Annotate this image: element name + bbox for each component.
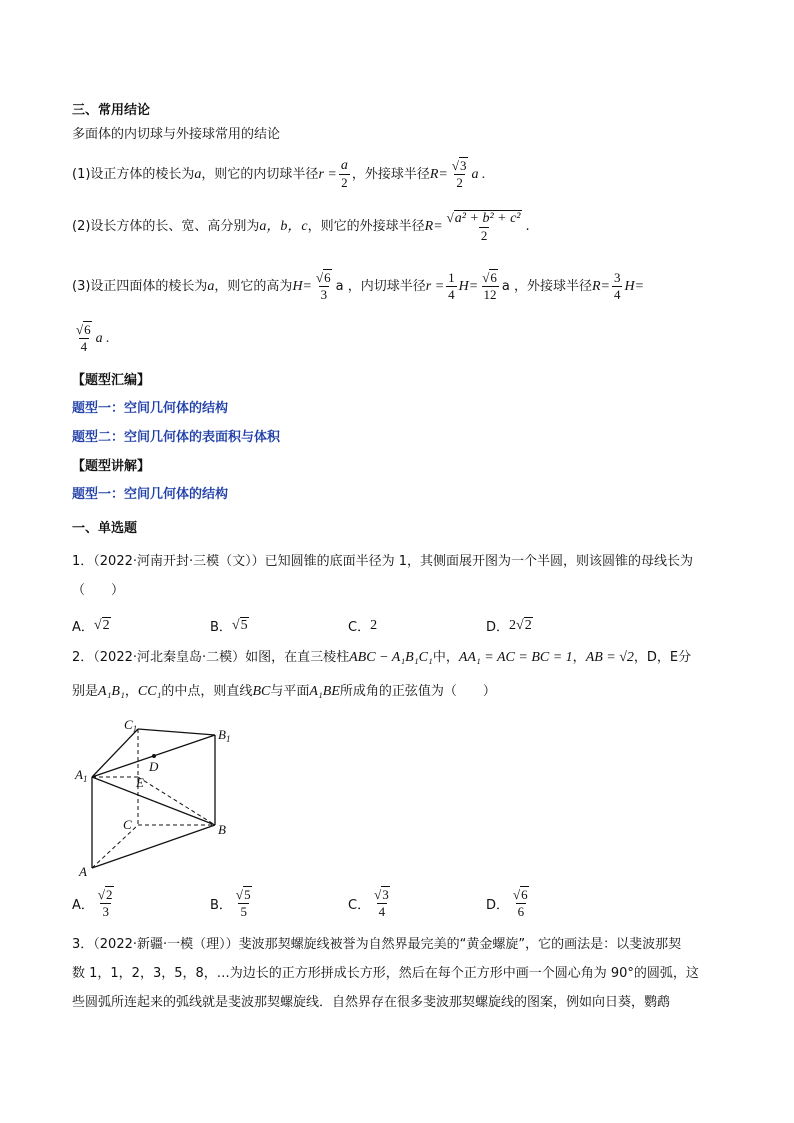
c1-R-eq: R= xyxy=(429,166,448,182)
q2-opt-c-num: 3 xyxy=(382,887,389,902)
q2-l1c: ，D，E分 xyxy=(633,650,692,665)
label-e: E xyxy=(136,775,144,790)
conclusion-1 xyxy=(72,158,486,191)
q2-opt-a-num: 2 xyxy=(106,887,113,902)
c3-last-frac xyxy=(74,322,94,355)
q2-a1b1: A₁B₁ xyxy=(98,684,125,699)
c3-mid: ，则它的高为 xyxy=(214,278,293,294)
label-b1: $B_1$ xyxy=(218,727,231,744)
q3-line3: 些圆弧所连起来的弧线就是斐波那契螺旋线．自然界存在很多斐波那契螺旋线的图案，例如向日葵，鹦鹉 xyxy=(72,995,671,1010)
c1-frac-den2: 2 xyxy=(456,175,463,190)
q1-opt-a-rad: 2 xyxy=(102,617,110,633)
q2-option-a[interactable] xyxy=(72,887,118,920)
q2-opt-b-num: 5 xyxy=(244,887,251,902)
q2-option-d[interactable] xyxy=(486,887,533,920)
c3-r-frac2 xyxy=(480,270,500,303)
q2-opt-d-frac: $\frac{√6}{6}$ xyxy=(513,887,528,919)
c3-mid2: a ，内切球半径 xyxy=(335,278,426,294)
q2-stem-line1 xyxy=(72,649,691,667)
q1-option-d[interactable] xyxy=(486,616,533,635)
conclusion-3-cont xyxy=(72,322,110,355)
c3-r-eq: r = xyxy=(425,278,445,294)
q2-l2d: 与平面 xyxy=(270,684,310,699)
q2-opt-b-frac: $\frac{√5}{5}$ xyxy=(235,887,251,919)
c1-tail: a . xyxy=(471,166,486,182)
intro-text: 多面体的内切球与外接球常用的结论 xyxy=(72,127,281,142)
q1-option-b[interactable] xyxy=(210,616,249,635)
c2-radicand: a² + b² + c² xyxy=(454,211,521,226)
q1-opt-a-label: A． xyxy=(72,620,94,635)
q2-opt-c-den: 4 xyxy=(378,904,386,919)
q1-opt-d-label: D． xyxy=(486,620,510,635)
c1-sqrt3: √3 xyxy=(451,158,467,173)
q2-opt-a-label: A． xyxy=(72,898,94,913)
c3-last-tail: a . xyxy=(95,330,110,346)
c1-sqrt-radicand: 3 xyxy=(460,158,467,173)
q2-l2e: 所成角的正弦值为（ ） xyxy=(339,684,496,699)
summary-header: 【题型汇编】 xyxy=(72,373,151,388)
c2-sqrt: √a² + b² + c² xyxy=(446,210,521,226)
q2-cond: AA₁ = AC = BC = 1 xyxy=(458,650,573,665)
c1-a: a xyxy=(194,166,202,182)
c3-R-num: 3 xyxy=(613,270,621,285)
q1-blank: （ ） xyxy=(72,583,125,598)
label-a: A xyxy=(79,864,87,879)
c3-h-den: 3 xyxy=(320,287,328,302)
c2-R-eq: R= xyxy=(424,219,443,234)
c2-prefix: (2)设长方体的长、宽、高分别为 xyxy=(72,219,260,234)
c3-h-frac xyxy=(314,270,334,303)
q2-bc: BC xyxy=(252,684,271,699)
c3-prefix: (3)设正四面体的棱长为 xyxy=(72,278,208,294)
q2-l2a: 别是 xyxy=(72,684,99,699)
q2-stem-line2 xyxy=(72,683,496,701)
edge-ab xyxy=(92,825,215,868)
label-a1: $A_1$ xyxy=(75,767,88,784)
q1-opt-b-value: √5 xyxy=(231,617,248,633)
q1-option-c[interactable] xyxy=(348,616,377,635)
q2-opt-b-label: B． xyxy=(210,898,232,913)
c3-last-rad: 6 xyxy=(84,322,91,337)
c3-r-den2: 12 xyxy=(483,287,497,302)
c1-frac-den: 2 xyxy=(341,175,348,190)
c2-den: 2 xyxy=(480,228,488,243)
c3-r-den: 4 xyxy=(448,287,455,302)
c3-r-frac xyxy=(446,270,457,303)
c1-mid: ，则它的内切球半径 xyxy=(201,166,319,182)
c1-mid2: ，外接球半径 xyxy=(351,166,430,182)
c3-R-eq: R= xyxy=(591,278,610,294)
q2-sep: ， xyxy=(572,650,586,665)
q2-opt-a-frac: $\frac{√2}{3}$ xyxy=(97,887,113,919)
q2-opt-c-frac: $\frac{√3}{4}$ xyxy=(374,887,389,919)
q1-opt-b-rad: 5 xyxy=(240,617,248,633)
q1-stem: 1．（2022·河南开封·三模（文））已知圆锥的底面半径为 1，其侧面展开图为一个半圆，则该圆锥的母线长为 xyxy=(72,554,694,569)
q2-opt-c-label: C． xyxy=(348,898,371,913)
q2-opt-d-label: D． xyxy=(486,898,510,913)
q1-opt-c-value: 2 xyxy=(370,617,378,633)
point-d xyxy=(152,754,156,758)
section-title: 三、常用结论 xyxy=(72,103,151,118)
c1-frac-R xyxy=(450,158,470,191)
q1-opt-c-label: C． xyxy=(348,620,371,635)
c1-frac-r xyxy=(339,158,350,191)
c1-r-eq: r = xyxy=(318,166,337,182)
label-c: C xyxy=(123,817,132,832)
c3-a: a xyxy=(207,278,215,294)
c3-R-den: 4 xyxy=(613,287,621,302)
q2-plane: A₁BE xyxy=(309,684,340,699)
c3-H-eq: H= xyxy=(292,278,312,294)
q3-line1: 3．（2022·新疆·一模（理））斐波那契螺旋线被誉为自然界最完美的“黄金螺旋”，它的画法是：以斐波那契 xyxy=(72,937,682,952)
label-c1: $C_1$ xyxy=(124,717,138,734)
edge-eb xyxy=(138,777,215,825)
c3-r-num: 1 xyxy=(448,270,455,285)
q2-opt-a-den: 3 xyxy=(102,904,109,919)
c3-r-H: H= xyxy=(458,278,479,294)
q2-opt-d-num: 6 xyxy=(521,887,528,902)
q2-l2c: 的中点，则直线 xyxy=(161,684,253,699)
q2-opt-b-den: 5 xyxy=(240,904,247,919)
type1-link[interactable]: 题型一：空间几何体的结构 xyxy=(72,401,229,416)
c3-mid3: a ，外接球半径 xyxy=(501,278,592,294)
q2-prism: ABC − A₁B₁C₁ xyxy=(349,650,433,665)
c3-last-den: 4 xyxy=(80,339,88,354)
c1-frac-num: a xyxy=(340,158,348,173)
q1-opt-d-coef: 2 xyxy=(509,617,517,633)
c3-R-H: H= xyxy=(624,278,645,294)
q1-opt-b-label: B． xyxy=(210,620,232,635)
q1-option-a[interactable] xyxy=(72,616,111,635)
type2-link[interactable]: 题型二：空间几何体的表面积与体积 xyxy=(72,430,281,445)
q2-l1a: 2．（2022·河北秦皇岛·二模）如图，在直三棱柱 xyxy=(72,650,350,665)
label-b: B xyxy=(218,822,226,837)
q1-opt-d-value: √2 xyxy=(516,617,532,633)
q2-option-c[interactable] xyxy=(348,887,394,920)
q3-line2: 数 1，1，2，3，5，8，…为边长的正方形拼成长方形，然后在每个正方形中画一个圆心角为 90°的圆弧，这 xyxy=(72,966,699,981)
c3-R-frac xyxy=(612,270,623,303)
c2-frac xyxy=(445,210,524,244)
single-choice-heading: 一、单选题 xyxy=(72,521,138,536)
conclusion-2 xyxy=(72,210,530,244)
conclusion-3 xyxy=(72,270,644,303)
c3-r-rad2: 6 xyxy=(490,270,497,285)
q2-l2b: ， xyxy=(124,684,138,699)
c3-r-num2: √6 xyxy=(482,270,497,285)
c1-prefix: (1)设正方体的棱长为 xyxy=(72,166,195,182)
q2-l1b: 中， xyxy=(432,650,459,665)
edge-c1b1 xyxy=(138,729,215,735)
c2-tail: . xyxy=(525,219,530,234)
label-d: D xyxy=(149,759,159,774)
c2-vars: a，b，c xyxy=(259,219,308,234)
q2-ab: AB = √2 xyxy=(585,650,634,665)
q2-option-b[interactable] xyxy=(210,887,256,920)
q2-cc1: CC₁ xyxy=(137,684,162,699)
edge-a1b xyxy=(92,777,215,825)
q2-opt-d-den: 6 xyxy=(517,904,525,919)
c3-h-rad: 6 xyxy=(324,270,331,285)
explain-header: 【题型讲解】 xyxy=(72,459,151,474)
type1-heading: 题型一：空间几何体的结构 xyxy=(72,487,229,502)
q1-opt-d-rad: 2 xyxy=(524,617,532,633)
q1-opt-a-value: √2 xyxy=(93,617,110,633)
c2-mid: ，则它的外接球半径 xyxy=(307,219,425,234)
prism-figure xyxy=(72,715,242,885)
c3-h-num: √6 xyxy=(316,270,331,285)
c3-last-num: √6 xyxy=(76,322,91,337)
